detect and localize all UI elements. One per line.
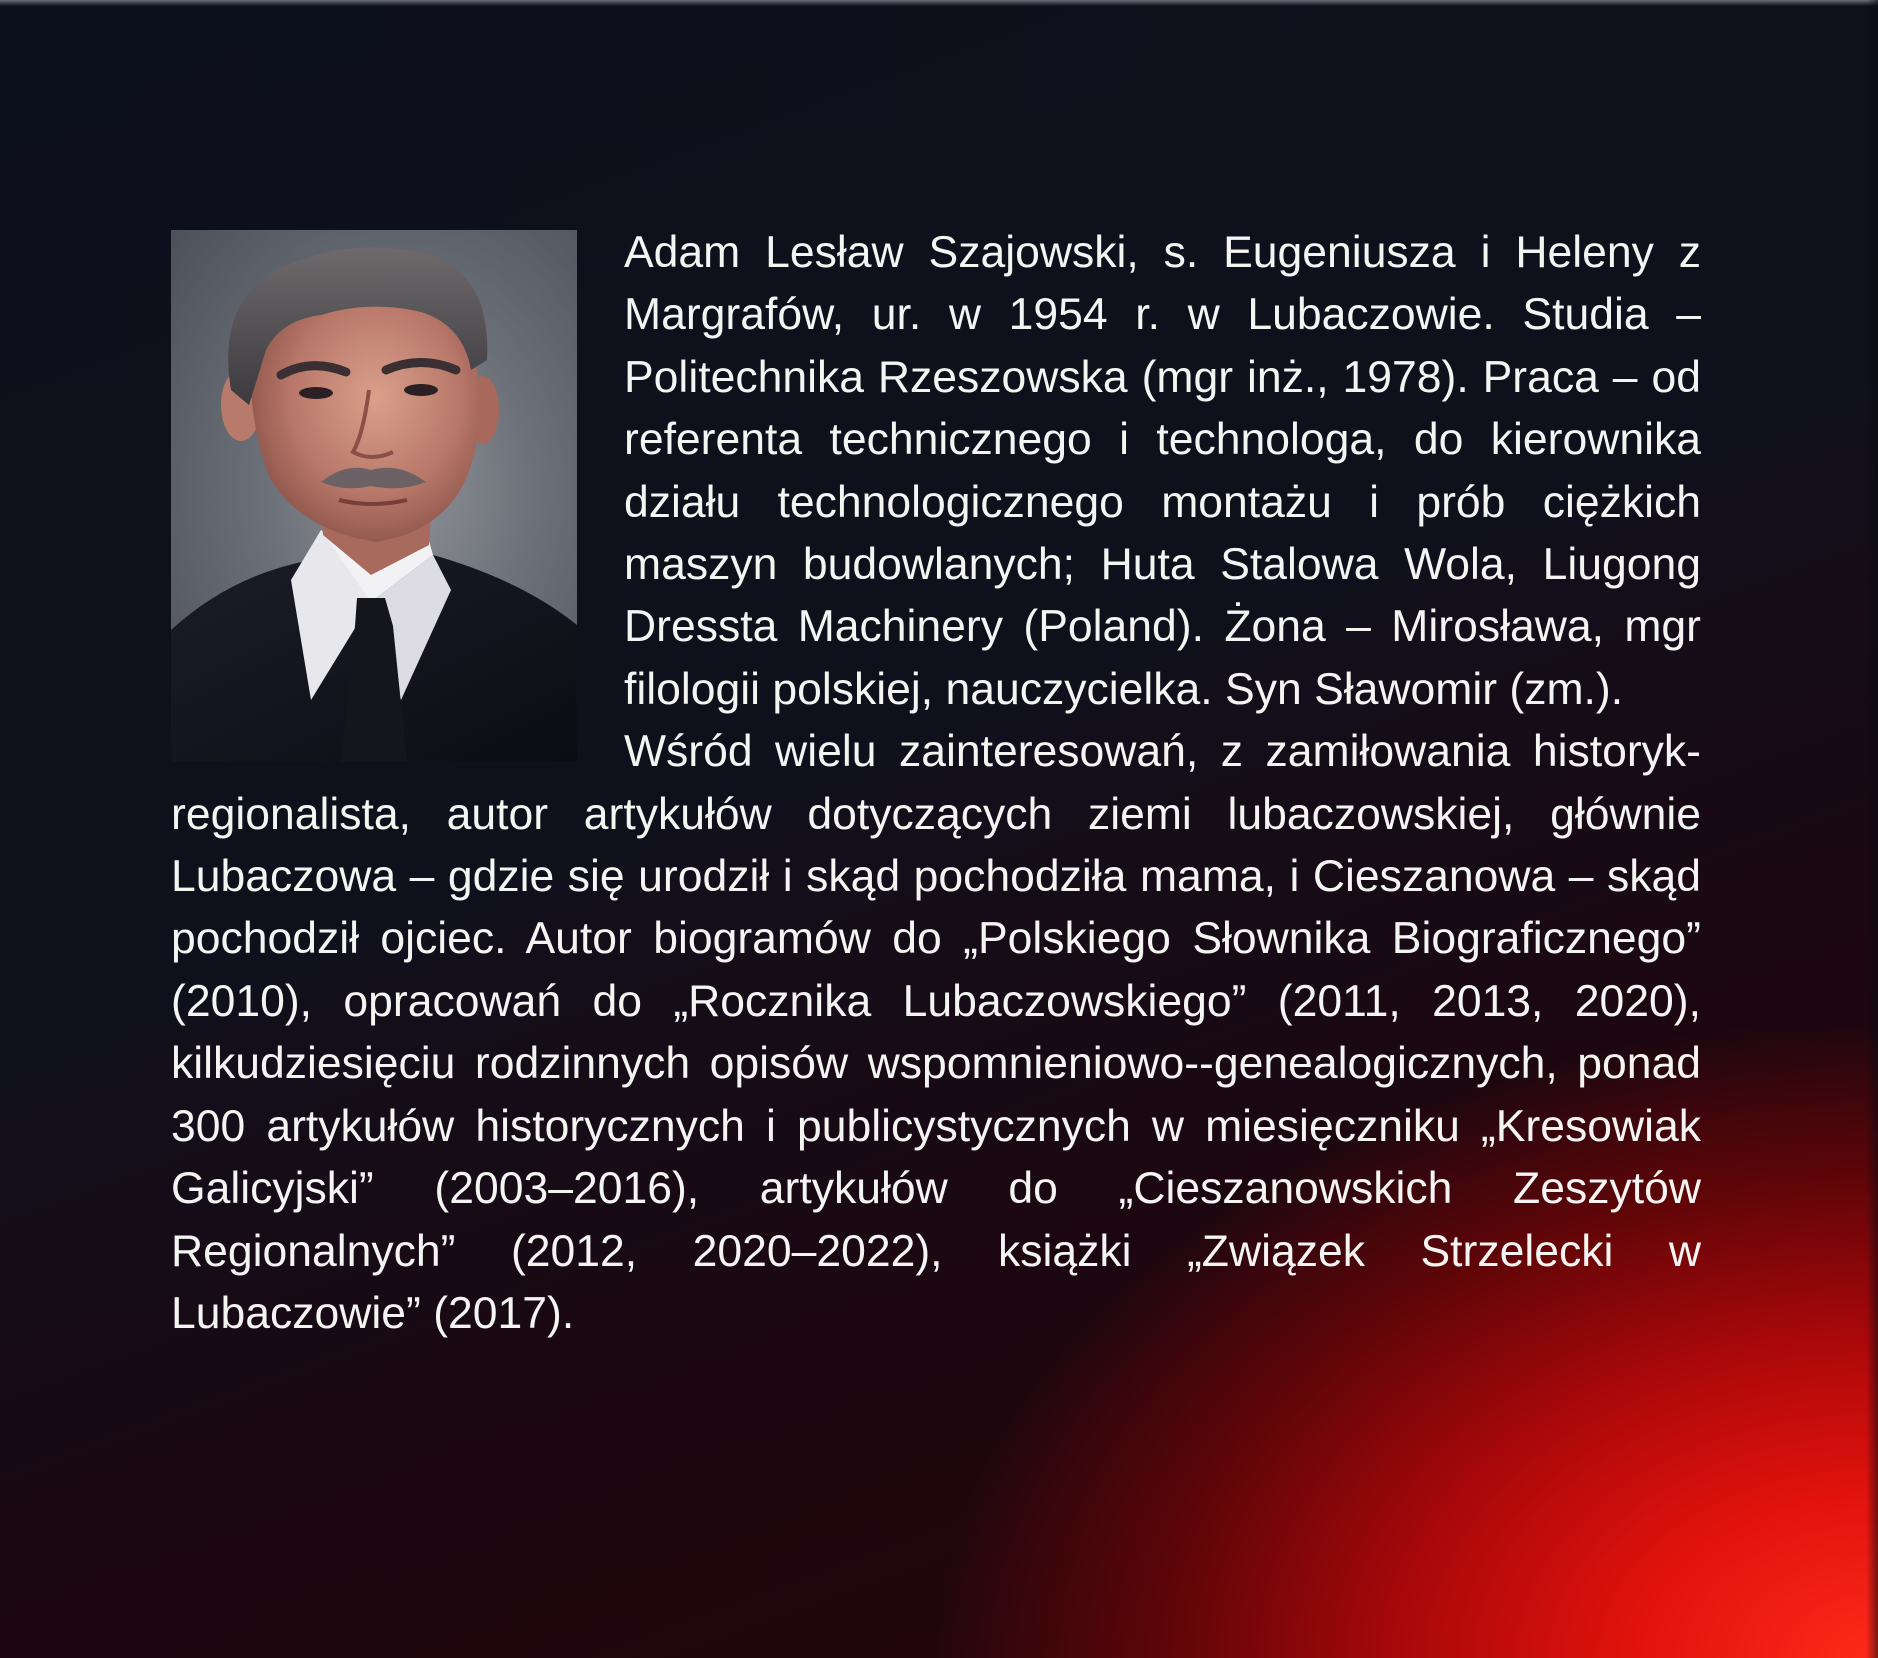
page-right-edge	[1866, 0, 1878, 1658]
page-top-edge	[0, 0, 1878, 6]
portrait-text-wrap-spacer	[171, 222, 624, 770]
bio-paragraph-publications: Wśród wielu zainteresowań, z zamiłowania historyk-regionalista, autor artykułów dotyczących ziemi lubaczowskiej, głównie Lubaczowa – gdzie się urodził i skąd pochodziła mama, i Cieszanowa – skąd pochodził ojciec. Autor biogramów do „Polskiego Słownika Biograficznego” (2010), opracowań do „Rocznika Lubaczowskiego” (2011, 2013, 2020), kilkudziesięciu rodzinnych opisów wspomnieniowo--genealogicznych, ponad 300 artykułów historycznych i publicystycznych w miesięczniku „Kresowiak Galicyjski” (2003–2016), artykułów do „Cieszanowskich Zeszytów Regionalnych” (2012, 2020–2022), książki „Związek Strzelecki w Lubaczowie” (2017).	[171, 727, 1701, 1338]
author-bio-text	[171, 222, 1701, 1345]
bio-paragraph-personal: Adam Lesław Szajowski, s. Eugeniusza i Heleny z Margrafów, ur. w 1954 r. w Lubaczowie. Studia – Politechnika Rzeszowska (mgr inż., 1978). Praca – od referenta technicznego i technologa, do kierownika działu technologicznego montażu i prób ciężkich maszyn budowlanych; Huta Stalowa Wola, Liugong Dressta Machinery (Poland). Żona – Mirosława, mgr filologii polskiej, nauczycielka. Syn Sławomir (zm.).	[624, 228, 1701, 714]
